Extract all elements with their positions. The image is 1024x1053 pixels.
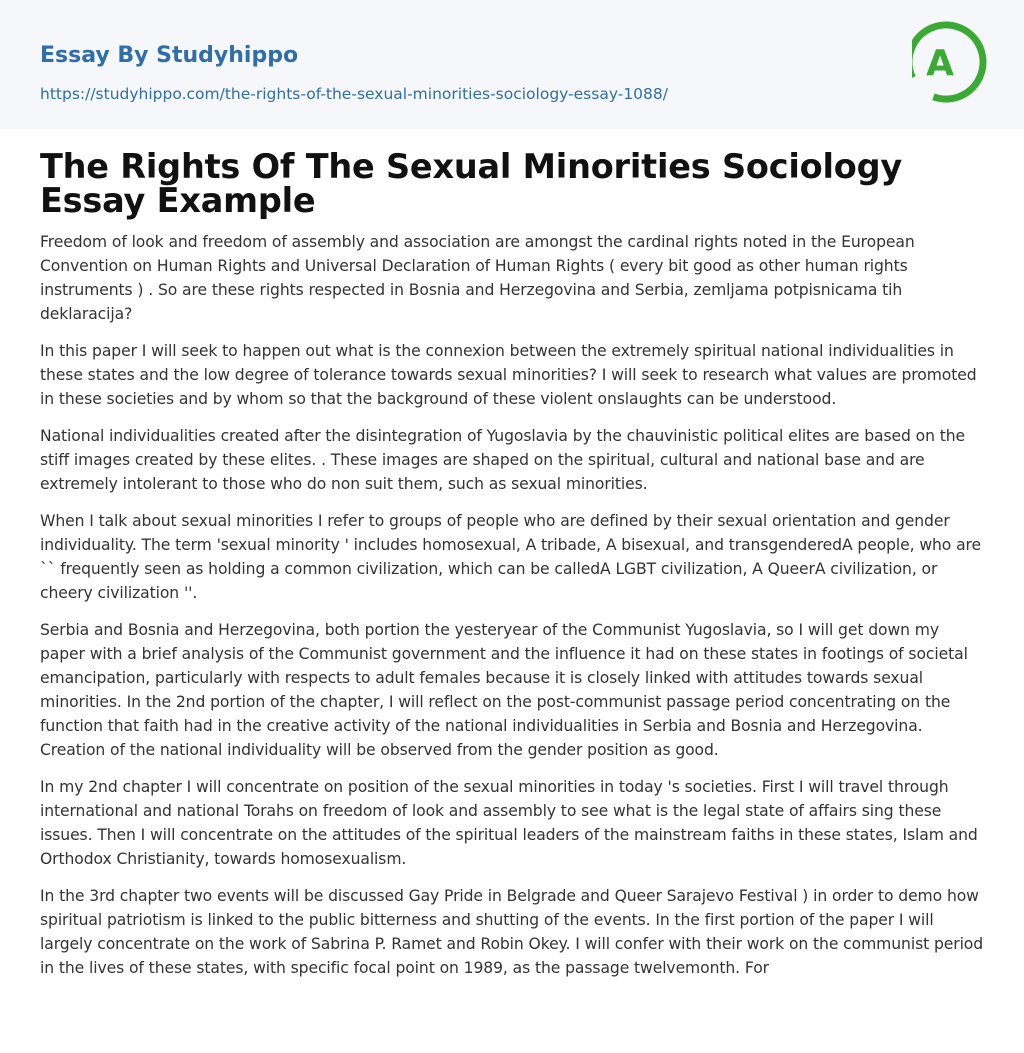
paragraph: In the 3rd chapter two events will be discussed Gay Pride in Belgrade and Queer Sarajevo Festival ) in order to demo how spiritual patriotism is linked to the public bitterness and shutting of the events. In the first portion of the paper I will largely concentrate on the work of Sabrina P. Ramet and Robin Okey. I will confer with their work on the communist period in the lives of these states, with specific focal point on 1989, as the passage twelvemonth. For	[40, 887, 984, 977]
paragraph: In my 2nd chapter I will concentrate on position of the sexual minorities in today 's societies. First I will travel through international and national Torahs on freedom of look and assembly to see what is the legal state of affairs sing these issues. Then I will concentrate on the attitudes of the spiritual leaders of the mainstream faiths in these states, Islam and Orthodox Christianity, towards homosexualism.	[40, 778, 978, 868]
logo-letter: A	[926, 43, 954, 84]
paragraph: In this paper I will seek to happen out what is the connexion between the extremely spiritual national individualities in these states and the low degree of tolerance towards sexual minorities? I will seek to research what values are promoted in these societies and by whom so that the background of these violent onslaughts can be understood.	[40, 342, 977, 408]
site-brand[interactable]: Essay By Studyhippo	[40, 43, 299, 68]
site-header	[0, 0, 1024, 129]
page-title: The Rights Of The Sexual Minorities Sociology Essay Example	[40, 147, 902, 220]
paragraph: Serbia and Bosnia and Herzegovina, both portion the yesteryear of the Communist Yugoslavia, so I will get down my paper with a brief analysis of the Communist government and the influence it had on these states in footings of societal emancipation, particularly with respects to adult females because it is closely linked with attitudes towards sexual minorities. In the 2nd portion of the chapter, I will reflect on the post-communist passage period concentrating on the function that faith had in the creative activity of the national individualities in Serbia and Bosnia and Herzegovina. Creation of the national individuality will be observed from the gender position as good.	[40, 621, 968, 759]
essay-url-link[interactable]: https://studyhippo.com/the-rights-of-the-sexual-minorities-sociology-essay-1088/	[40, 85, 668, 103]
article-content	[40, 147, 986, 980]
studyhippo-logo-icon[interactable]	[912, 18, 988, 106]
paragraph: National individualities created after the disintegration of Yugoslavia by the chauvinistic political elites are based on the stiff images created by these elites. . These images are shaped on the spiritual, cultural and national base and are extremely intolerant to those who do non suit them, such as sexual minorities.	[40, 427, 966, 493]
paragraph: Freedom of look and freedom of assembly and association are amongst the cardinal rights noted in the European Convention on Human Rights and Universal Declaration of Human Rights ( every bit good as other human rights instruments ) . So are these rights respected in Bosnia and Herzegovina and Serbia, zemljama potpisnicama tih deklaracija?	[40, 233, 915, 323]
paragraph: When I talk about sexual minorities I refer to groups of people who are defined by their sexual orientation and gender individuality. The term 'sexual minority ' includes homosexual, A tribade, A bisexual, and transgenderedA people, who are `` frequently seen as holding a common civilization, which can be calledA LGBT civilization, A QueerA civilization, or cheery civilization ''.	[40, 512, 982, 602]
